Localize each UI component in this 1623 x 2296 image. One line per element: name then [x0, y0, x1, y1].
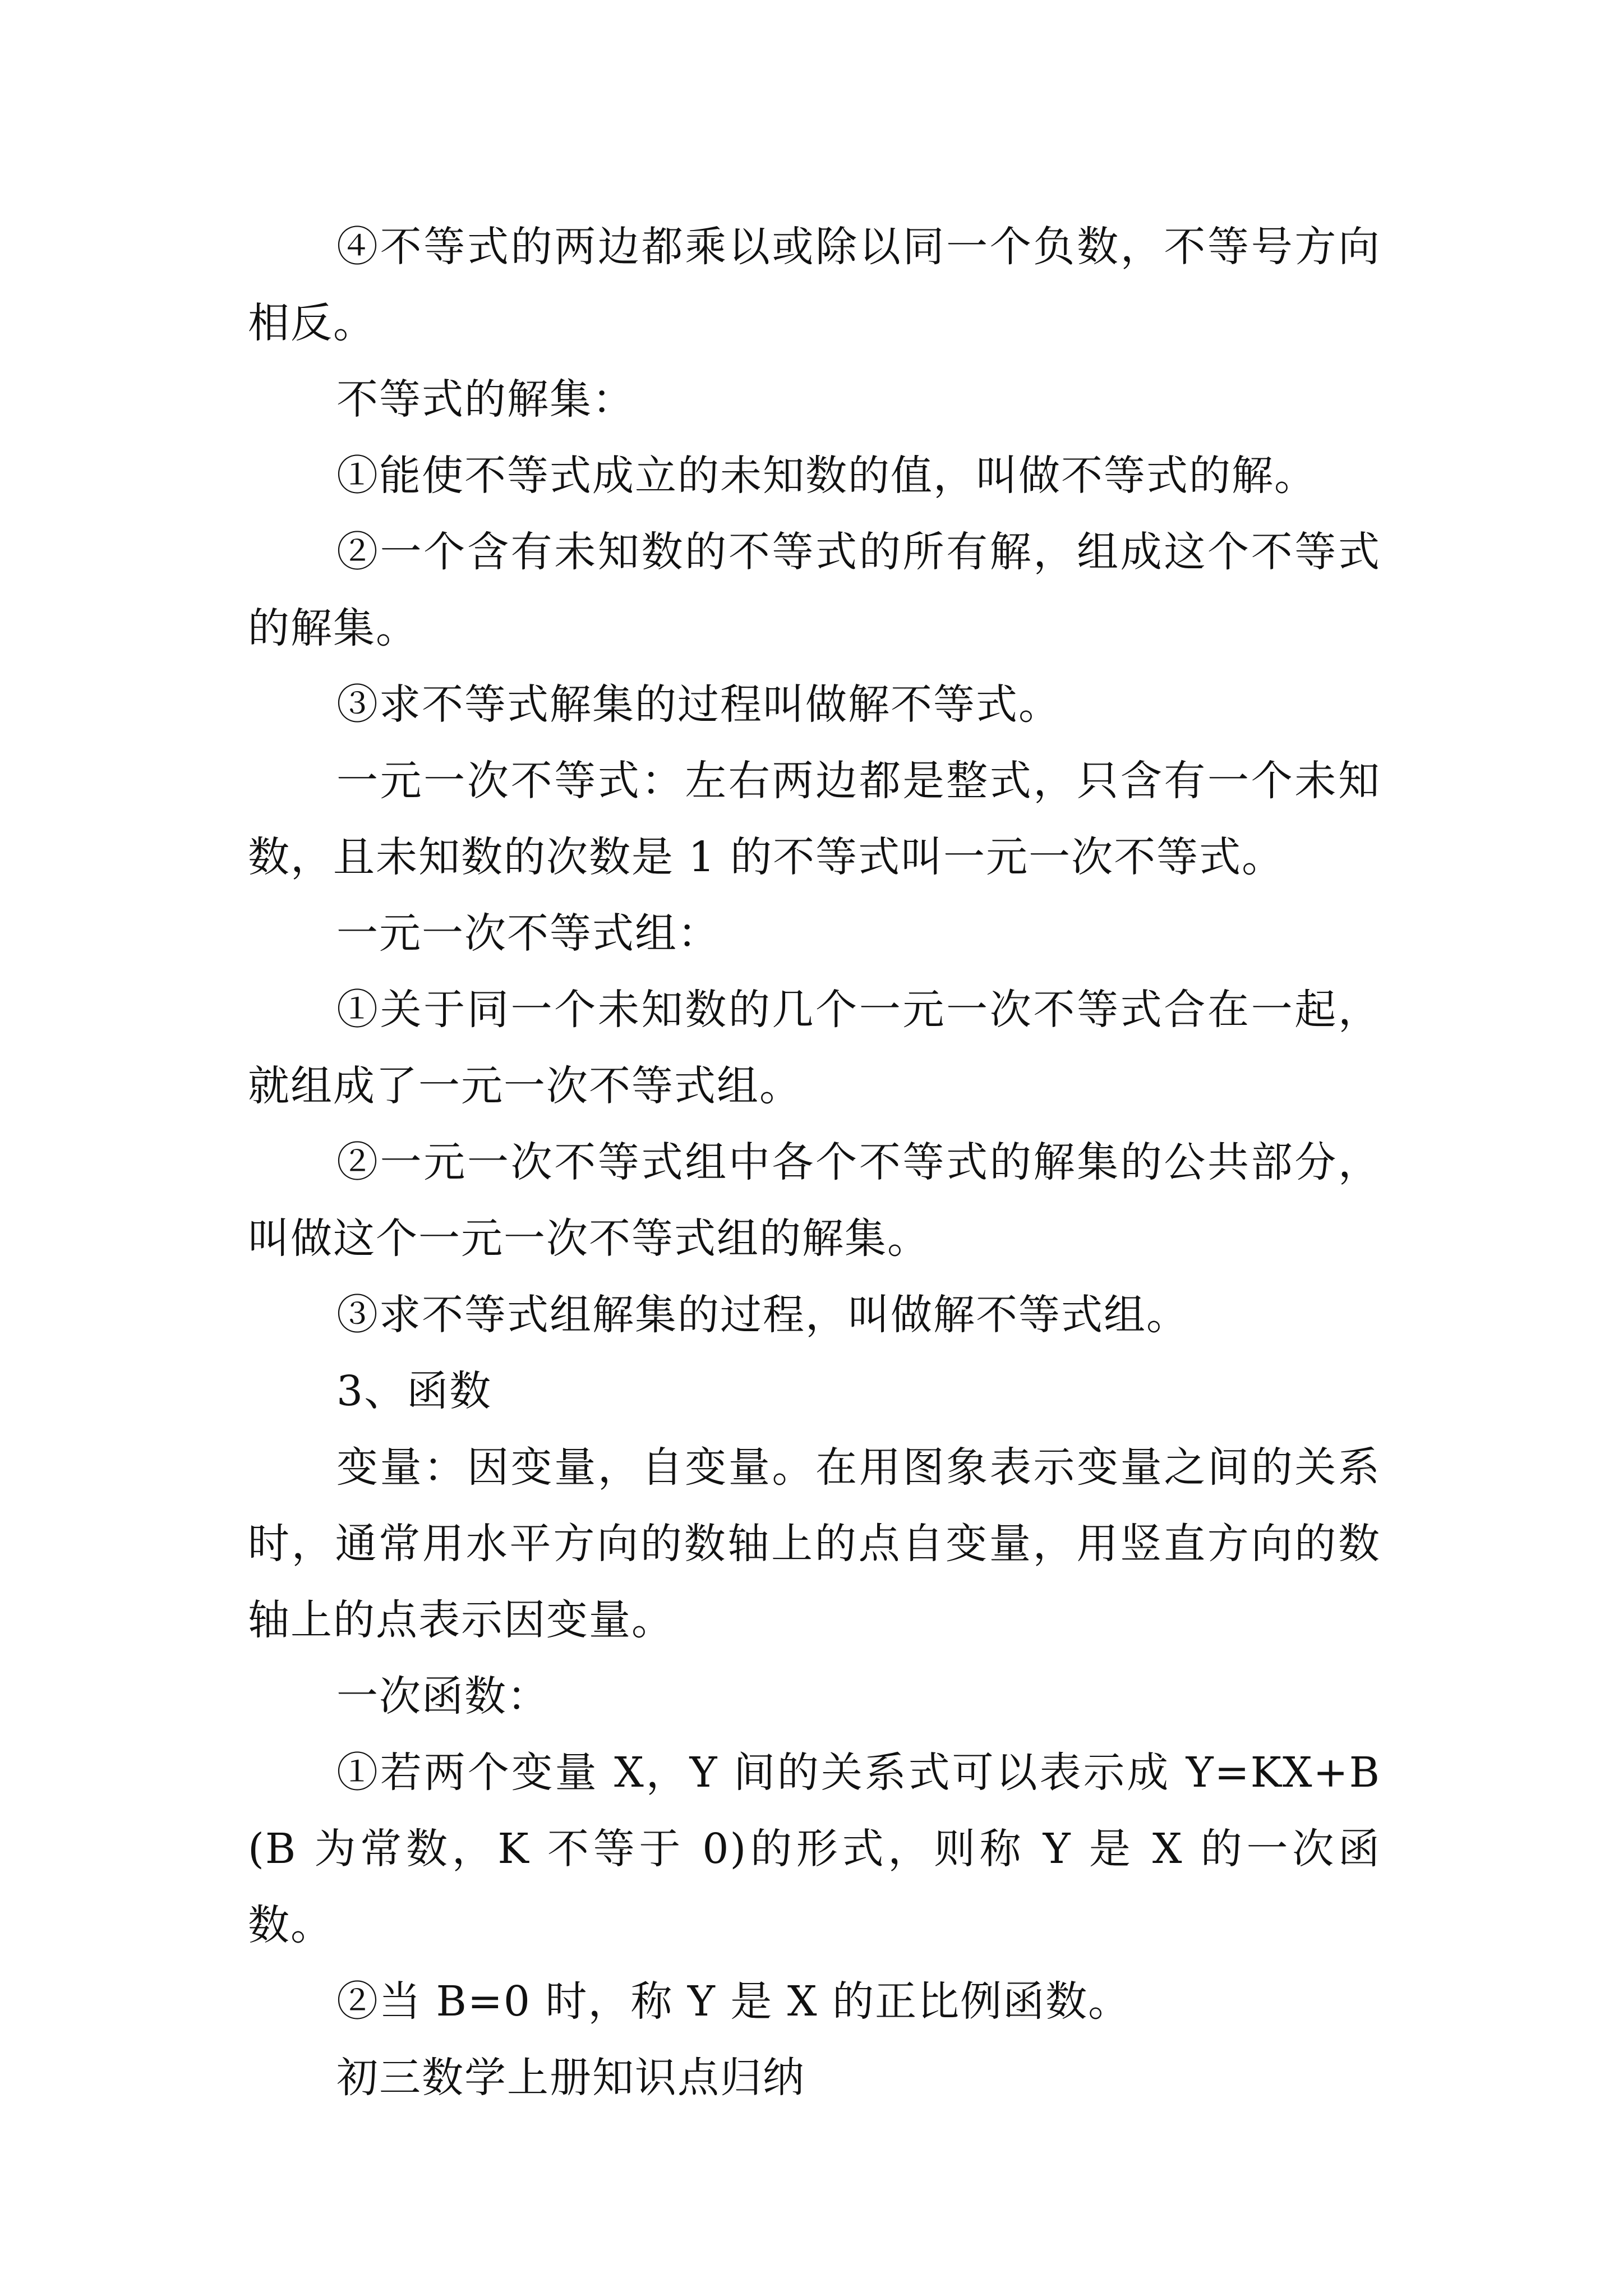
paragraph-variables: 变量：因变量，自变量。在用图象表示变量之间的关系时，通常用水平方向的数轴上的点自变量，用竖直方向的数轴上的点表示因变量。	[248, 1443, 1381, 1644]
paragraph-linear-inequality: 一元一次不等式：左右两边都是整式，只含有一个未知数，且未知数的次数是 1 的不等式叫一元一次不等式。	[248, 757, 1381, 881]
paragraph-linear-function-2: ②当 B=0 时，称 Y 是 X 的正比例函数。	[336, 1977, 1131, 2026]
paragraph-inequality-system-2: ②一元一次不等式组中各个不等式的解集的公共部分，叫做这个一元一次不等式组的解集。	[248, 1138, 1381, 1263]
paragraph-solution-set-2: ②一个含有未知数的不等式的所有解，组成这个不等式的解集。	[248, 528, 1381, 652]
paragraph-linear-function-1: ①若两个变量 X，Y 间的关系式可以表示成 Y=KX+B(B 为常数，K 不等于 0)的形式，则称 Y 是 X 的一次函数。	[248, 1749, 1381, 1949]
section-heading-functions: 3、函数	[336, 1367, 492, 1415]
section-heading-grade9-summary: 初三数学上册知识点归纳	[336, 2054, 805, 2102]
paragraph-inequality-property-4: ④不等式的两边都乘以或除以同一个负数，不等号方向相反。	[248, 223, 1381, 347]
paragraph-inequality-system-3: ③求不等式组解集的过程，叫做解不等式组。	[336, 1291, 1189, 1339]
paragraph-solution-set-heading: 不等式的解集：	[336, 375, 635, 424]
paragraph-inequality-system-heading: 一元一次不等式组：	[336, 909, 720, 958]
paragraph-solution-set-3: ③求不等式解集的过程叫做解不等式。	[336, 680, 1061, 729]
document-body	[248, 209, 1381, 2116]
paragraph-solution-set-1: ①能使不等式成立的未知数的值，叫做不等式的解。	[336, 452, 1317, 500]
paragraph-inequality-system-1: ①关于同一个未知数的几个一元一次不等式合在一起，就组成了一元一次不等式组。	[248, 986, 1381, 1110]
paragraph-linear-function-heading: 一次函数：	[336, 1672, 550, 1720]
